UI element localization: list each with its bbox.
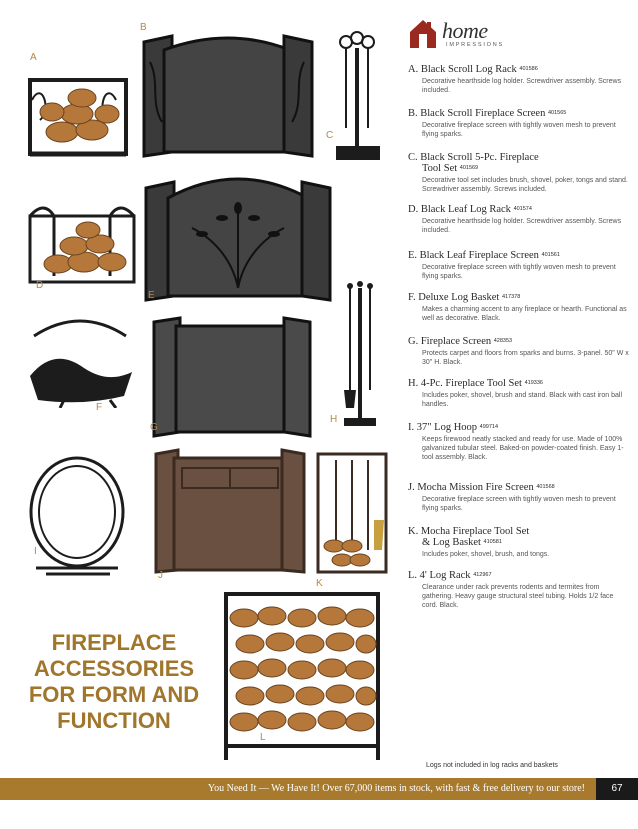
label-j: J	[158, 570, 163, 581]
footer-tagline: You Need It — We Have It! Over 67,000 items in stock, with fast & free delivery to our store!	[207, 783, 585, 794]
product-entry-i	[408, 422, 630, 462]
entry-code: 410581	[483, 539, 502, 545]
entry-letter: K.	[408, 526, 419, 537]
page-headline	[14, 630, 214, 734]
label-c: C	[326, 130, 334, 141]
log-basket-f-image	[24, 316, 136, 408]
entry-name: Black Leaf Log Rack	[420, 204, 511, 215]
entry-code: 401586	[519, 66, 538, 72]
product-entry-g	[408, 336, 630, 367]
entry-code: 428353	[493, 338, 513, 344]
product-entry-b	[408, 108, 630, 139]
footer-bar	[0, 778, 638, 800]
entry-name: Deluxe Log Basket	[418, 292, 500, 303]
label-k: K	[316, 578, 323, 589]
product-entry-l	[408, 570, 630, 610]
logo-word: home	[442, 18, 488, 43]
entry-name: 37" Log Hoop	[416, 422, 478, 433]
entry-letter: G.	[408, 336, 419, 347]
page-number: 67	[596, 778, 638, 800]
entry-code: 417378	[501, 294, 521, 300]
label-i: I	[34, 546, 37, 557]
product-entry-e	[408, 250, 630, 281]
entry-letter: B.	[408, 108, 418, 119]
log-rack-a-image	[22, 70, 134, 162]
leaf-log-rack-d-image	[24, 196, 140, 292]
leaf-fireplace-screen-e-image	[142, 168, 334, 304]
entry-code: 401565	[547, 110, 567, 116]
entry-name: Black Scroll 5-Pc. Fireplace	[420, 152, 539, 163]
entry-letter: A.	[408, 64, 419, 75]
entry-name-2: Tool Set	[422, 163, 458, 174]
product-entry-j	[408, 482, 630, 513]
label-b: B	[140, 22, 147, 33]
logo-sub: IMPRESSIONS	[446, 42, 505, 48]
label-f: F	[96, 402, 103, 413]
entry-name: Mocha Mission Fire Screen	[417, 482, 534, 493]
entry-code: 401568	[536, 484, 555, 490]
headline-line: FUNCTION	[57, 708, 171, 733]
entry-name: Black Scroll Log Rack	[420, 64, 517, 75]
entry-desc: Decorative hearthside log holder. Screwdriver assembly. Screws included.	[422, 218, 622, 234]
entry-name: Black Scroll Fireplace Screen	[420, 108, 546, 119]
logs-note: Logs not included in log racks and baskets	[426, 762, 558, 769]
entry-name: Fireplace Screen	[420, 336, 492, 347]
scroll-fireplace-screen-b-image	[140, 32, 316, 160]
entry-desc: Decorative fireplace screen with tightly woven mesh to prevent flying sparks.	[422, 122, 616, 138]
fireplace-screen-g-image	[150, 316, 314, 438]
entry-desc: Decorative fireplace screen with tightly woven mesh to prevent flying sparks.	[422, 496, 616, 512]
product-entry-c	[408, 152, 630, 194]
headline-line: FOR FORM AND	[28, 682, 200, 707]
entry-code: 401569	[459, 165, 479, 171]
entry-letter: F.	[408, 292, 416, 303]
entry-desc: Decorative fireplace screen with tightly woven mesh to prevent flying sparks.	[422, 264, 616, 280]
label-d: D	[36, 280, 44, 291]
entry-name: 4' Log Rack	[419, 570, 471, 581]
entry-code: 412967	[473, 572, 492, 578]
entry-code: 401574	[513, 206, 532, 212]
entry-desc: Clearance under rack prevents rodents and termites from gathering. Heavy gauge structural steel tubing. Holds 1/2 face cord. Black.	[422, 584, 614, 609]
entry-desc: Decorative tool set includes brush, shovel, poker, tongs and stand. Screwdriver assembly. Screws included.	[422, 177, 628, 193]
product-entry-h	[408, 378, 630, 409]
scroll-tool-set-c-image	[330, 28, 384, 164]
entry-code: 419336	[524, 380, 543, 386]
entry-letter: D.	[408, 204, 419, 215]
entry-name: Mocha Fireplace Tool Set	[420, 526, 530, 537]
label-a: A	[30, 52, 37, 63]
product-entry-d	[408, 204, 630, 235]
entry-letter: C.	[408, 152, 418, 163]
headline-line: ACCESSORIES	[33, 656, 195, 681]
mocha-fire-screen-j-image	[152, 446, 308, 576]
log-rack-l-image	[220, 588, 384, 764]
entry-desc: Includes poker, shovel, brush and stand. Black with cast iron ball handles.	[422, 392, 622, 408]
product-entry-a	[408, 64, 630, 95]
label-h: H	[330, 414, 338, 425]
entry-desc: Keeps firewood neatly stacked and ready for use. Made of 100% galvanized tubular steel. Baked-on powder-coated finish. Easy 1-tool assembly. Black.	[422, 436, 624, 461]
entry-letter: E.	[408, 250, 418, 261]
label-l: L	[260, 732, 266, 743]
product-entry-f	[408, 292, 630, 323]
label-g: G	[150, 422, 158, 433]
headline-line: FIREPLACE	[51, 630, 177, 655]
house-icon	[408, 18, 438, 50]
entry-code: 499714	[479, 424, 499, 430]
home-impressions-logo	[408, 18, 505, 52]
entry-name: Black Leaf Fireplace Screen	[419, 250, 539, 261]
entry-desc: Makes a charming accent to any fireplace or hearth. Functional as well as decorative. Black.	[422, 306, 627, 322]
log-hoop-i-image	[26, 456, 128, 582]
entry-desc: Includes poker, shovel, brush, and tongs.	[422, 551, 550, 558]
entry-name: 4-Pc. Fireplace Tool Set	[420, 378, 522, 389]
entry-desc: Decorative hearthside log holder. Screwdriver assembly. Screws included.	[422, 78, 622, 94]
entry-code: 401561	[541, 252, 560, 258]
entry-letter: J.	[408, 482, 415, 493]
mocha-tool-set-k-image	[312, 450, 392, 578]
label-e: E	[148, 290, 155, 301]
entry-desc: Protects carpet and floors from sparks and burns. 3-panel. 50" W x 30" H. Black.	[422, 350, 629, 366]
product-entry-k	[408, 526, 630, 559]
entry-letter: I.	[408, 422, 415, 433]
entry-letter: H.	[408, 378, 419, 389]
fireplace-tool-set-h-image	[340, 280, 380, 430]
entry-letter: L.	[408, 570, 418, 581]
entry-name-2: & Log Basket	[422, 537, 481, 548]
